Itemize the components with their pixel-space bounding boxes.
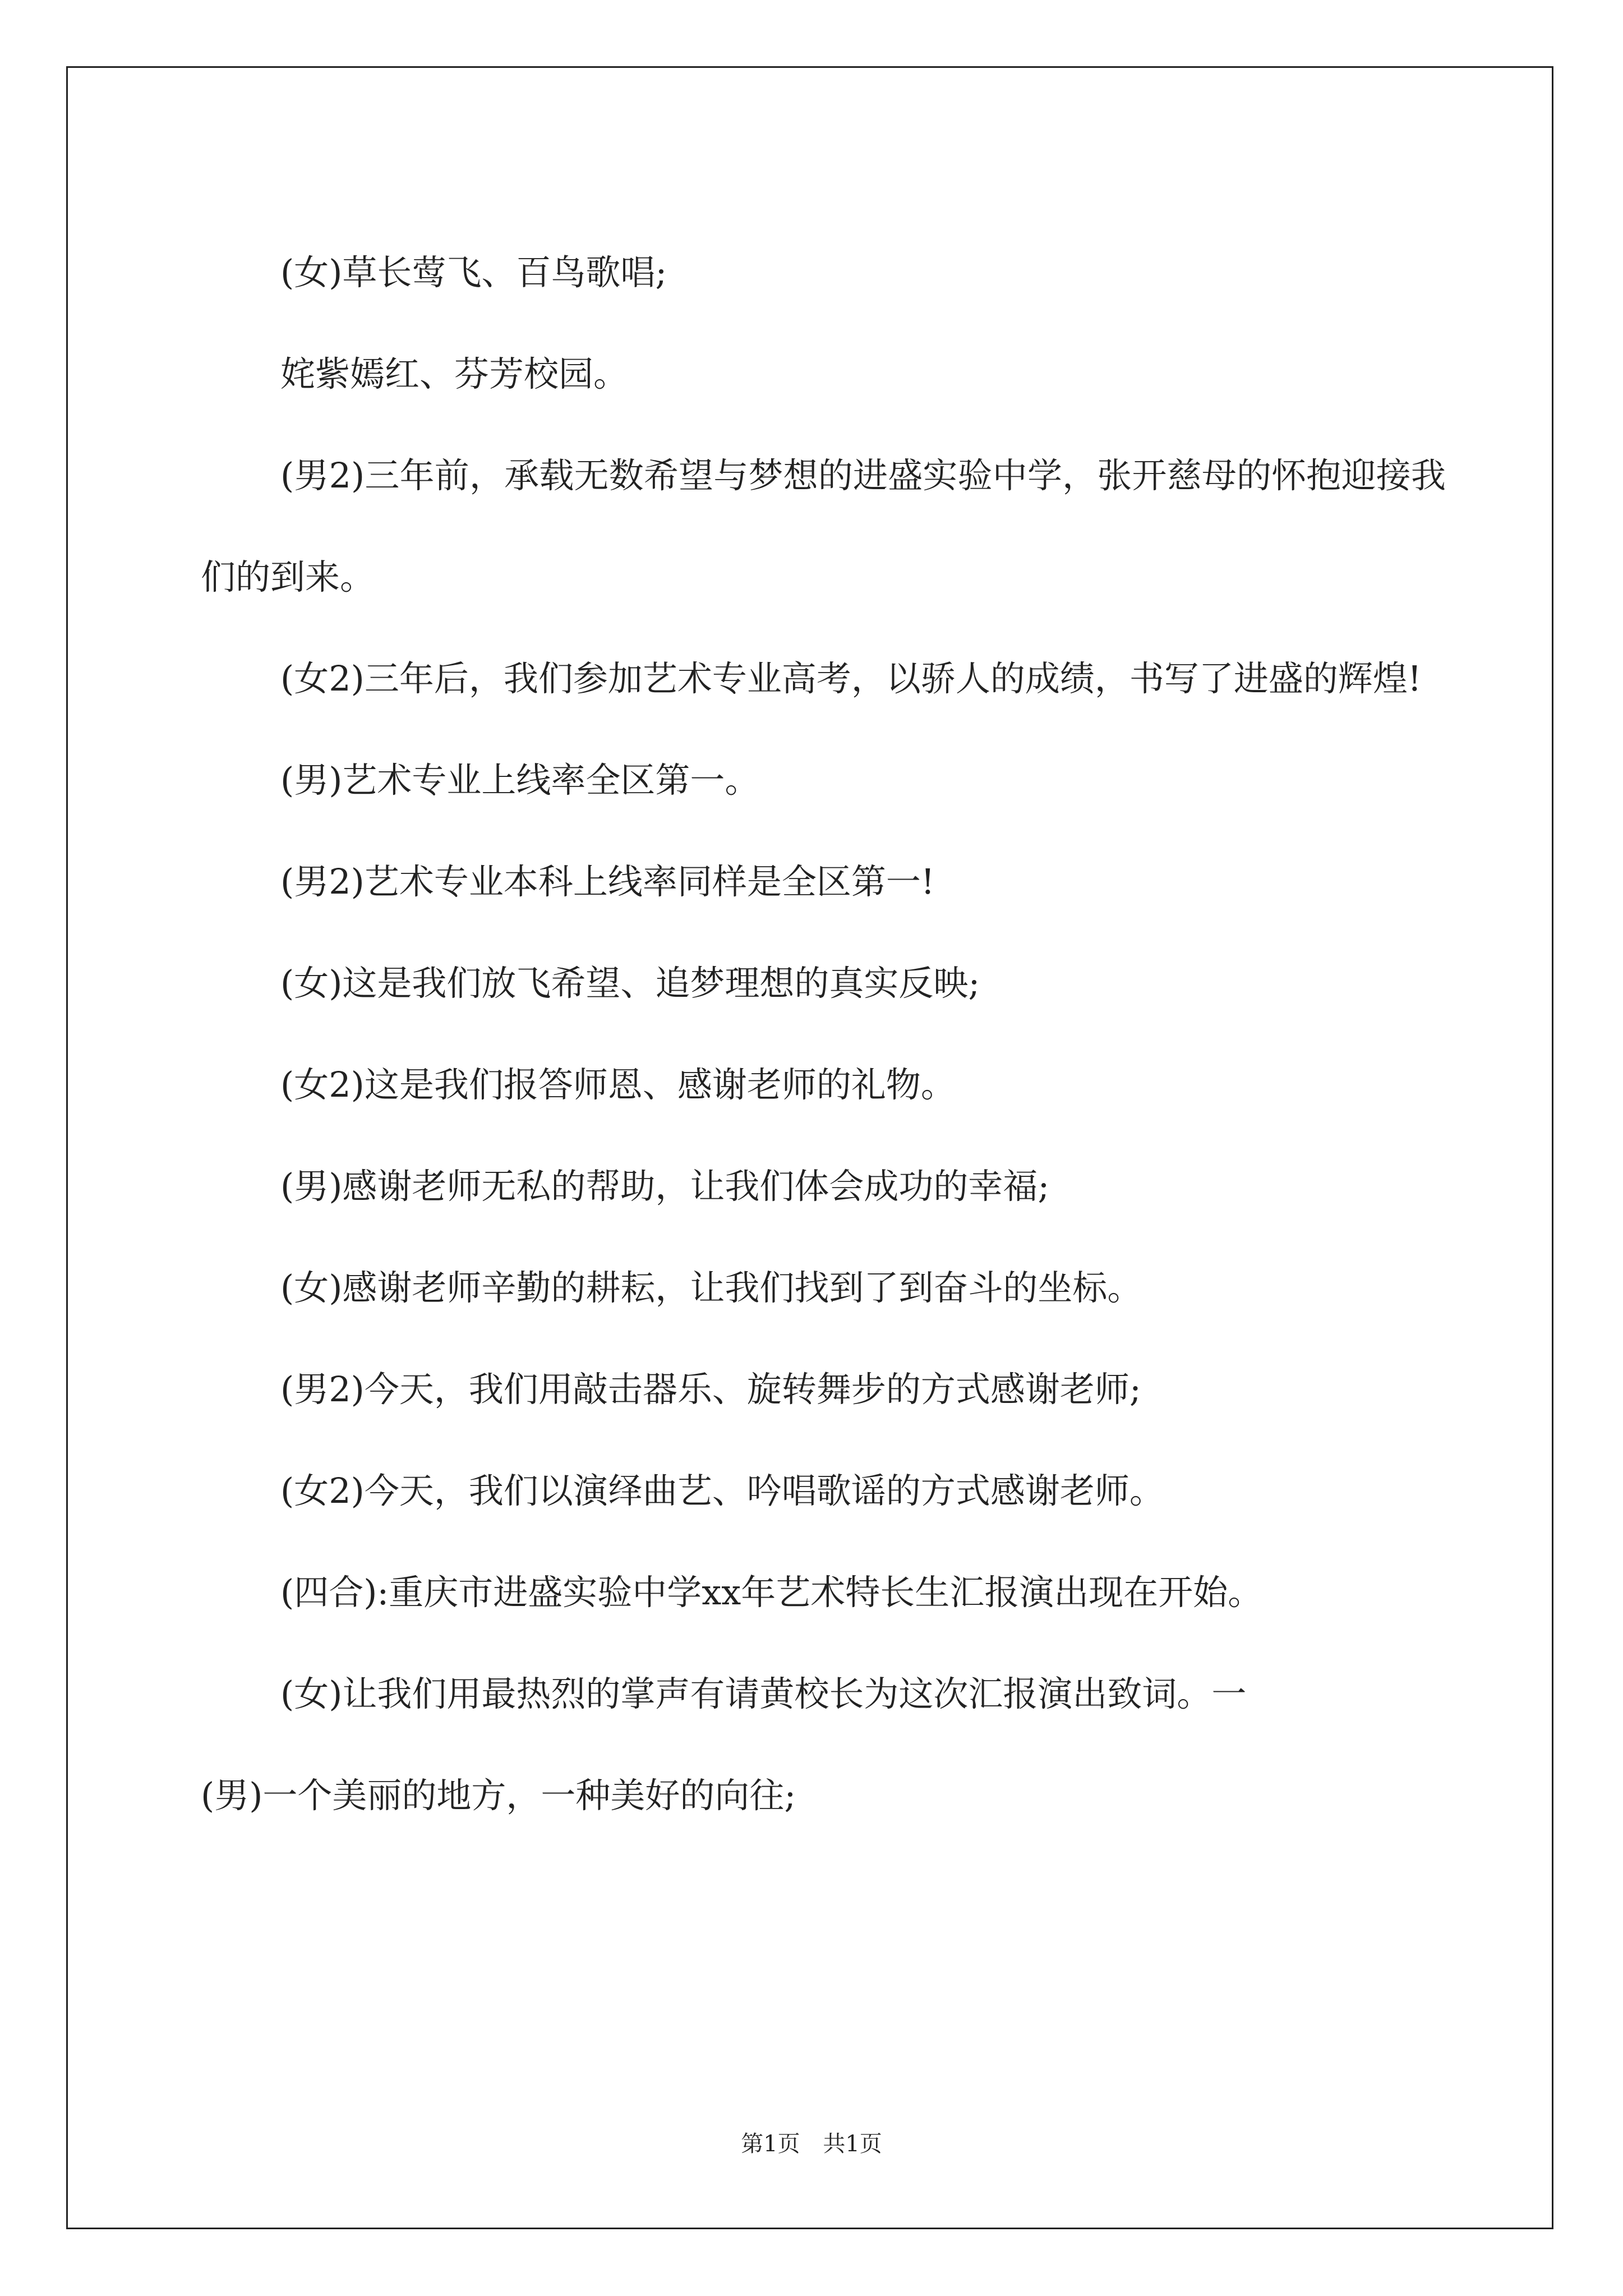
paragraph: (男)艺术专业上线率全区第一。 bbox=[280, 760, 760, 800]
paragraph: (女2)这是我们报答师恩、感谢老师的礼物。 bbox=[280, 1064, 956, 1105]
page-footer bbox=[0, 2126, 1623, 2158]
document-body bbox=[201, 222, 1446, 1846]
paragraph: (女)这是我们放飞希望、追梦理想的真实反映; bbox=[280, 963, 980, 1004]
paragraph: (女2)今天，我们以演绎曲艺、吟唱歌谣的方式感谢老师。 bbox=[280, 1470, 1164, 1511]
paragraph: 姹紫嫣红、芬芳校园。 bbox=[280, 353, 629, 394]
page-total: 共1页 bbox=[823, 2131, 882, 2157]
paragraph: (男)感谢老师无私的帮助，让我们体会成功的幸福; bbox=[280, 1166, 1050, 1207]
paragraph: (四合):重庆市进盛实验中学xx年艺术特长生汇报演出现在开始。 bbox=[280, 1572, 1263, 1613]
paragraph: (男2)今天，我们用敲击器乐、旋转舞步的方式感谢老师; bbox=[280, 1369, 1141, 1410]
paragraph: (女2)三年后，我们参加艺术专业高考，以骄人的成绩，书写了进盛的辉煌! bbox=[280, 658, 1422, 699]
paragraph: (女)感谢老师辛勤的耕耘，让我们找到了到奋斗的坐标。 bbox=[280, 1267, 1142, 1308]
paragraph: (男)一个美丽的地方，一种美好的向往; bbox=[201, 1775, 796, 1816]
paragraph: (男2)三年前，承载无数希望与梦想的进盛实验中学，张开慈母的怀抱迎接我们的到来。 bbox=[201, 455, 1446, 597]
page-number: 第1页 bbox=[741, 2131, 800, 2157]
paragraph: (男2)艺术专业本科上线率同样是全区第一! bbox=[280, 861, 935, 902]
paragraph: (女)草长莺飞、百鸟歌唱; bbox=[280, 252, 667, 293]
paragraph: (女)让我们用最热烈的掌声有请黄校长为这次汇报演出致词。一 bbox=[280, 1673, 1247, 1714]
